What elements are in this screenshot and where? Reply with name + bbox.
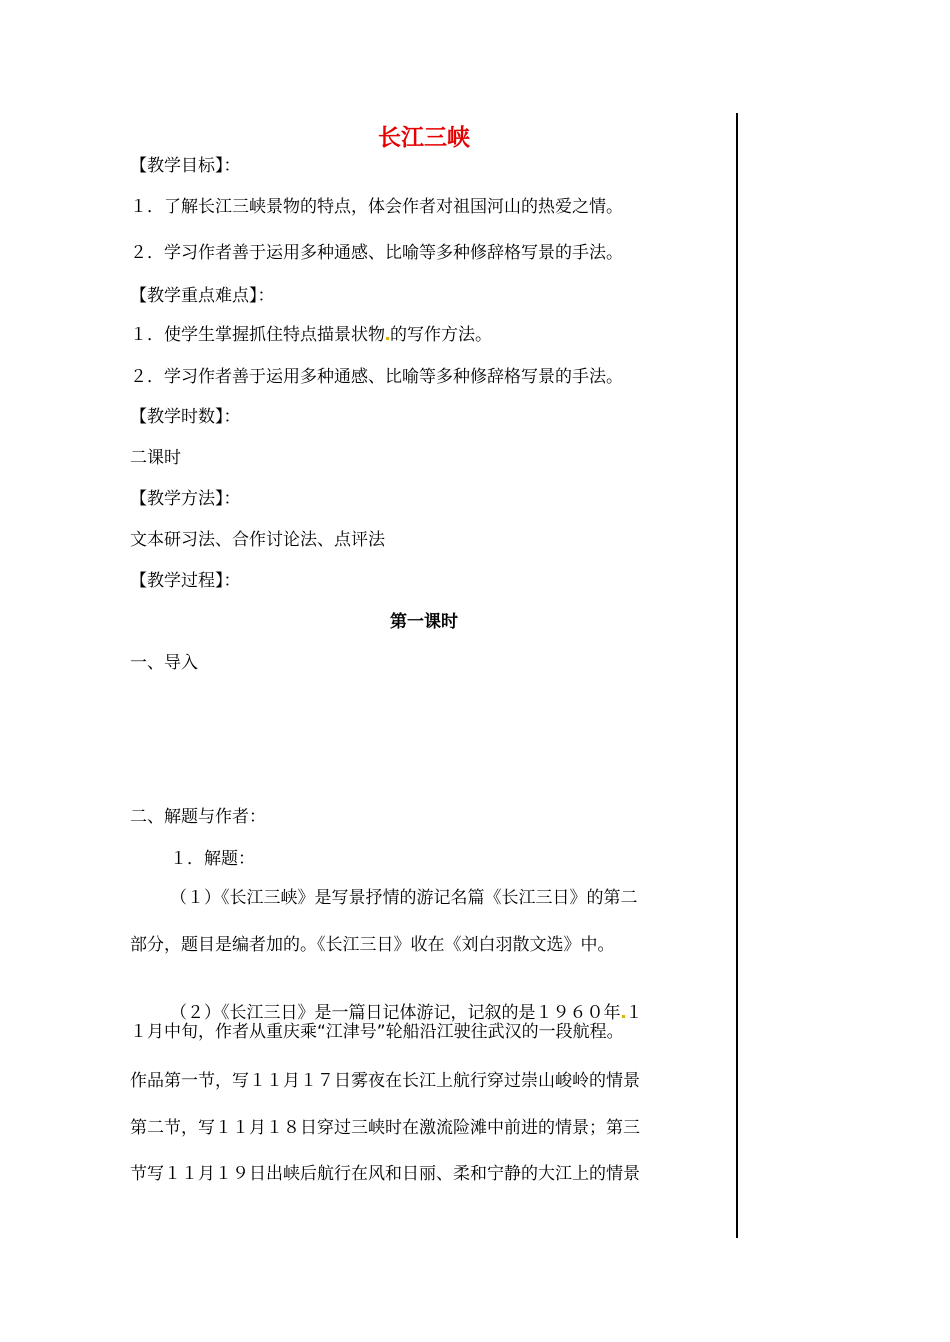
hours-value: 二课时 <box>130 448 181 468</box>
paragraph-2-line-2: １月中旬，作者从重庆乘“江津号”轮船沿江驶往武汉的一段航程。 <box>130 1022 624 1042</box>
paragraph-2-line-1-text-a: （２）《长江三日》是一篇日记体游记，记叙的是１９６０年 <box>170 1003 621 1023</box>
highlight-mark-2 <box>622 1015 625 1018</box>
paragraph-1-line-2: 部分，题目是编者加的。《长江三日》收在《刘白羽散文选》中。 <box>130 935 615 955</box>
objectives-heading: 【教学目标】： <box>130 156 241 176</box>
lesson-title: 第一课时 <box>390 612 458 632</box>
methods-value: 文本研习法、合作讨论法、点评法 <box>130 530 385 550</box>
key-points-heading: 【教学重点难点】： <box>130 286 275 306</box>
section-title-author: 二、解题与作者： <box>130 807 266 827</box>
paragraph-2-line-4: 第二节，写１１月１８日穿过三峡时在激流险滩中前进的情景；第三 <box>130 1118 640 1138</box>
key-point-item-1-text-b: 的写作方法。 <box>390 325 492 345</box>
paragraph-1-line-1: （１）《长江三峡》是写景抒情的游记名篇《长江三日》的第二 <box>170 888 638 908</box>
section-intro: 一、导入 <box>130 653 198 673</box>
methods-heading: 【教学方法】： <box>130 489 241 509</box>
objective-item-2: ２．学习作者善于运用多种通感、比喻等多种修辞格写景的手法。 <box>130 243 623 263</box>
key-point-item-2: ２．学习作者善于运用多种通感、比喻等多种修辞格写景的手法。 <box>130 367 623 387</box>
process-heading: 【教学过程】： <box>130 571 241 591</box>
objective-item-1: １．了解长江三峡景物的特点，体会作者对祖国河山的热爱之情。 <box>130 197 623 217</box>
right-margin-rule <box>736 113 738 1238</box>
key-point-item-1-text-a: １．使学生掌握抓住特点描景状物 <box>130 325 385 345</box>
key-point-item-1 <box>130 324 492 346</box>
hours-heading: 【教学时数】： <box>130 407 241 427</box>
highlight-mark <box>386 337 389 340</box>
paragraph-2-line-5: 节写１１月１９日出峡后航行在风和日丽、柔和宁静的大江上的情景 <box>130 1164 640 1184</box>
document-title: 长江三峡 <box>378 125 470 151</box>
subsection-title-explain: １．解题： <box>170 849 255 869</box>
paragraph-2-line-3: 作品第一节，写１１月１７日雾夜在长江上航行穿过崇山峻岭的情景 <box>130 1071 640 1091</box>
paragraph-2-line-1-text-b: １ <box>625 1003 643 1023</box>
